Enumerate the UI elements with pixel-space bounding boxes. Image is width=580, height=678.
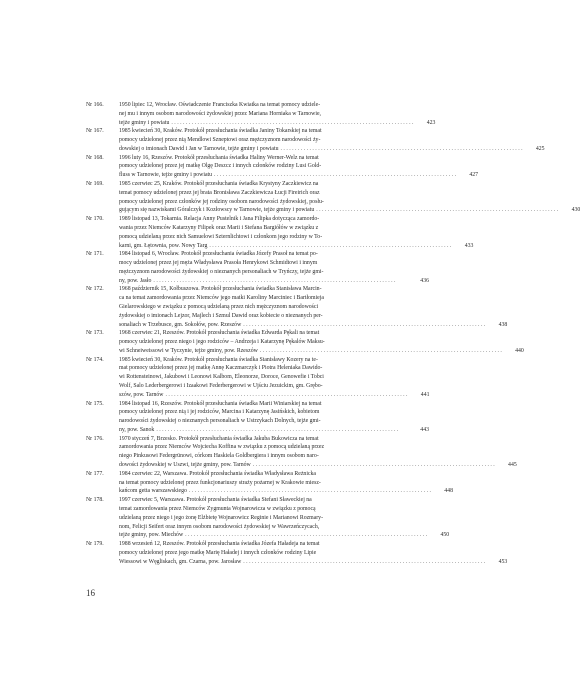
toc-entry <box>86 356 429 400</box>
description-line: pomocy udzielonej przez nią Mendlowi Szneptowi oraz mężczyznom narodowości ży- <box>119 137 321 144</box>
entry-description <box>119 435 517 470</box>
description-line-text: dowości żydowskiej w Uszwi, tejże gminy, pow. Tarnów <box>119 462 251 469</box>
dot-leader <box>209 242 451 251</box>
page-reference: 436 <box>420 277 429 284</box>
description-line <box>119 321 485 330</box>
description-line: Wolf, Salo Lederbergerowi i Izaakowi Federbergerowi w Ujściu Jezuickim, gm. Grębo- <box>119 383 323 389</box>
toc-entry <box>86 215 474 250</box>
document-number: Nr 176. <box>86 435 104 442</box>
entry-description <box>119 356 430 400</box>
description-line: 1984 czerwiec 22, Warszawa. Protokół przesłuchania świadka Władysława Reżnicka <box>119 470 316 477</box>
description-line-text: ny, pow. Sanok <box>119 426 155 433</box>
description-line: pomocą udzielaną przez nich Samuelowi Szternlichtowi i członkom jego rodziny w To- <box>119 233 323 240</box>
description-line: na temat pomocy udzielonej przez funkcjonariuszy straży pożarnej w Krakowie miesz- <box>119 479 321 486</box>
document-number: Nr 174. <box>86 356 104 363</box>
description-line-text: fluss w Tarnowie, tejże gminy i powiatu <box>119 172 213 179</box>
toc-entry <box>86 250 429 285</box>
page-reference: 450 <box>440 532 450 539</box>
dot-leader <box>243 558 485 567</box>
description-line <box>119 145 523 154</box>
page-reference: 445 <box>508 462 517 469</box>
document-number: Nr 177. <box>86 470 104 477</box>
description-line <box>119 461 495 470</box>
dot-leader <box>156 426 407 435</box>
description-line: pomocy udzielonej przez jego matkę Marię Haładej i innych członków rodziny Lipie <box>119 549 317 556</box>
page-reference: 443 <box>420 426 429 433</box>
description-line: 1997 czerwiec 5, Warszawa. Protokół przesłuchania świadka Stefani Sławeckiej na <box>119 497 312 504</box>
dot-leader <box>189 487 431 496</box>
description-line: niego Pinkusowi Federgrünowi, córkom Haskiela Goldbergiera i innym osobom naro- <box>119 453 319 460</box>
description-line: wi Rottensteinowi, Jakubowi i Leonowi Kalbom, Eleonorze, Doroce, Genowefie i Tobci <box>119 374 324 381</box>
dot-leader <box>165 391 407 400</box>
entry-description <box>119 154 478 180</box>
description-line: temat pomocy udzielonej przez jej brata Bronisława Zaczkiewicza Łucji Fireirich oraz <box>119 189 320 196</box>
description-line-text: karni, gm. Łętownia, pow. Nowy Targ <box>119 242 208 249</box>
document-number: Nr 166. <box>86 102 104 108</box>
description-line <box>119 171 456 180</box>
description-line <box>119 558 485 567</box>
entry-description <box>119 329 524 355</box>
page-reference: 423 <box>426 119 436 126</box>
page-reference: 438 <box>498 321 508 328</box>
entry-description <box>119 101 435 127</box>
description-line-text: gującym się nazwiskami Góralczyk i Kozłowscy w Tarnowie, tejże gminy i powiatu <box>119 207 315 214</box>
dot-leader <box>214 171 456 180</box>
description-line <box>119 487 431 496</box>
toc-entry <box>86 154 479 180</box>
dot-leader <box>260 347 502 356</box>
entry-description <box>119 127 545 153</box>
page-number: 16 <box>86 588 95 598</box>
description-line: nej mu i innym osobom narodowości żydowskiej przez Mariana Horniaka w Tarnowie, <box>119 110 322 117</box>
toc-entry <box>86 540 508 566</box>
description-line-text: ny, pow. Jasło <box>119 277 152 284</box>
description-line: pomocy udzielonej przez członków jej rodziny osobom narodowości żydowskiej, posłu- <box>119 198 324 205</box>
description-line: nom, Felicji Seifert oraz innym osobom narodowości żydowskiej w Wawrzeńczycach, <box>119 523 320 530</box>
table-of-contents <box>86 101 580 566</box>
toc-entry <box>86 435 517 470</box>
description-line-text: kańcom getta warszawskiego <box>119 488 187 495</box>
dot-leader <box>185 531 427 540</box>
description-line <box>119 206 558 215</box>
description-line: 1985 czerwiec 25, Kraków. Protokół przesłuchania świadka Krystyny Zaczkiewicz na <box>119 181 319 188</box>
document-number: Nr 173. <box>86 330 104 337</box>
description-line: ca na temat zamordowania przez Niemców jego matki Karoliny Marciniec i Bartłomieja <box>119 295 324 302</box>
document-number: Nr 175. <box>86 400 104 407</box>
document-number: Nr 169. <box>86 181 104 188</box>
page-reference: 453 <box>498 558 508 565</box>
description-line <box>119 391 408 400</box>
description-line-text: tejże gminy, pow. Miechów <box>119 532 184 539</box>
document-number: Nr 179. <box>86 541 104 548</box>
dot-leader <box>253 461 495 470</box>
document-number: Nr 172. <box>86 286 104 293</box>
entry-description <box>119 250 429 285</box>
page-reference: 448 <box>444 488 453 495</box>
toc-entry <box>86 400 429 435</box>
description-line-text: wi Schneiweissowi w Tyczynie, tejże gminy, pow. Rzeszów <box>119 347 258 354</box>
entry-description <box>119 180 580 215</box>
document-number: Nr 170. <box>86 216 104 223</box>
description-line <box>119 242 451 251</box>
description-line: pomocy udzielonej przez niego i jego rodziców – Andrzeja i Katarzynę Pękalów Maksu- <box>119 339 325 346</box>
dot-leader <box>153 277 407 286</box>
description-line: 1985 kwiecień 30, Kraków. Protokół przesłuchania świadka Janiny Tokarskiej na temat <box>119 128 322 135</box>
description-line: 1950 lipiec 12, Wrocław. Oświadczenie Franciszka Kwiatka na temat pomocy udziele- <box>119 102 321 108</box>
description-line: 1985 kwiecień 30, Kraków. Protokół przesłuchania świadka Stanisławy Kozery na te- <box>119 356 318 363</box>
page-reference: 427 <box>469 172 479 179</box>
description-line <box>119 426 407 435</box>
description-line: pomocy udzielonej przez jej matkę Olgę Deszcz i innych członków rodziny Lusi Gold- <box>119 163 322 170</box>
description-line-text: sonaliach w Trzebusce, gm. Sokołów, pow. Rzeszów <box>119 321 242 328</box>
description-line: mat pomocy udzielonej przez jej matkę Annę Kaczmarczyk i Piotra Heleniaka Dawido- <box>119 365 323 372</box>
toc-entry <box>86 127 545 153</box>
page-reference: 441 <box>420 391 430 398</box>
document-number: Nr 178. <box>86 497 104 504</box>
description-line: 1968 czerwiec 21, Rzeszów. Protokół przesłuchania świadka Edwarda Pękali na temat <box>119 330 320 337</box>
description-line: 1984 listopad 16, Rzeszów. Protokół przesłuchania świadka Marii Winiarskiej na temat <box>119 400 322 407</box>
dot-leader <box>281 145 523 154</box>
page-reference: 433 <box>464 242 474 249</box>
description-line: zamordowania przez Niemców Wojciecha Koffina w związku z pomocą udzielaną przez <box>119 444 325 451</box>
dot-leader <box>171 119 413 128</box>
description-line: 1988 wrzesień 12, Rzeszów. Protokół przesłuchania świadka Józefa Haładeja na temat <box>119 541 320 548</box>
entry-description <box>119 496 449 540</box>
toc-entry <box>86 180 580 215</box>
description-line: 1970 styczeń 7, Brzesko. Protokół przesłuchania świadka Jakuba Bukowicza na temat <box>119 435 319 442</box>
document-number: Nr 168. <box>86 154 104 161</box>
entry-description <box>119 285 507 329</box>
description-line-text: szów, pow. Tarnów <box>119 391 164 398</box>
description-line: mężczyznom narodowości żydowskiej o nieznanych personaliach w Tryńczy, tejże gmi- <box>119 268 324 275</box>
description-line-text: tejże gminy i powiatu <box>119 119 170 126</box>
description-line: udzielaną przez niego i jego żonę Elżbietę Wojnarowicz Reginie i Marianowi Rozmary- <box>119 514 324 521</box>
description-line: narodowości żydowskiej o nieznanych personaliach w Ustrzykach Dolnych, tejże gmi- <box>119 418 321 425</box>
dot-leader <box>316 206 558 215</box>
toc-entry <box>86 101 436 127</box>
entry-description <box>119 540 507 566</box>
description-line <box>119 119 413 128</box>
document-number: Nr 171. <box>86 251 104 258</box>
entry-description <box>119 215 473 250</box>
toc-entry <box>86 496 450 540</box>
description-line: Gielarowskiego w związku z pomocą udzielaną przez nich mężczyznom narodowości <box>119 303 319 310</box>
toc-entry <box>86 470 453 496</box>
document-number: Nr 167. <box>86 128 104 135</box>
description-line-text: Wiessowi w Węgliskach, gm. Czarna, pow. Jarosław <box>119 558 242 565</box>
toc-entry <box>86 285 508 329</box>
description-line: mocy udzielonej przez jej męża Władysława Prasoła Henrykowi Schmidtowi i innym <box>119 260 318 267</box>
description-line: wania przez Niemców Katarzyny Filipek oraz Marii i Stefana Bargiółów w związku z <box>119 224 319 231</box>
description-line: 1989 listopad 13, Tokarnia. Relacja Anny Pustelnik i Jana Filipka dotycząca zamordo- <box>119 216 320 223</box>
page-reference: 440 <box>515 347 524 354</box>
entry-description <box>119 470 453 496</box>
toc-entry <box>86 329 524 355</box>
description-line <box>119 277 407 286</box>
dot-leader <box>243 321 485 330</box>
description-line: 1984 listopad 6, Wrocław. Protokół przesłuchania świadka Józefy Prasoł na temat po- <box>119 251 318 258</box>
entry-description <box>119 400 429 435</box>
description-line: żydowskiej o imionach Lejzor, Majlech i Szmul Dawid oraz kobiecie o nieznanych per- <box>119 312 323 319</box>
description-line-text: dowskiej o imionach Dawid i Jan w Tarnowie, tejże gminy i powiatu <box>119 145 279 152</box>
description-line: temat zamordowania przez Niemców Zygmunta Wojnarowicza w związku z pomocą <box>119 505 316 512</box>
page-reference: 425 <box>535 145 545 152</box>
description-line <box>119 531 427 540</box>
description-line: pomocy udzielonej przez nią i jej rodziców, Marcina i Katarzynę Jasińskich, kobietom <box>119 409 320 416</box>
description-line: 1968 październik 15, Kołbuszowa. Protokół przesłuchania świadka Stanisława Marcin- <box>119 286 322 293</box>
description-line: 1996 luty 16, Rzeszów. Protokół przesłuchania świadka Haliny Werner-Welz na temat <box>119 154 319 161</box>
page-reference: 430 <box>571 207 580 214</box>
description-line <box>119 347 502 356</box>
